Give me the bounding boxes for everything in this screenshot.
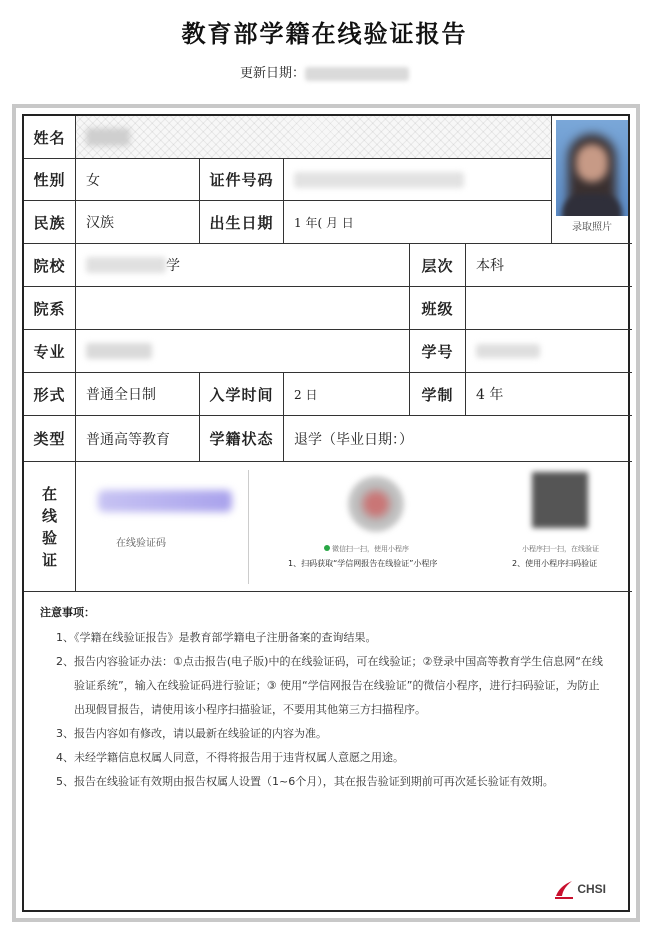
- verify-char: 证: [41, 550, 57, 569]
- duration-label: 学制: [410, 373, 466, 416]
- gender-value: 女: [76, 159, 200, 201]
- miniprogram-qr-code: [348, 476, 404, 532]
- form-label: 形式: [24, 373, 76, 416]
- major-label: 专业: [24, 330, 76, 373]
- qr2-caption: 小程序扫一扫，在线验证: [522, 545, 599, 553]
- report-frame: [12, 104, 640, 922]
- school-redacted: [86, 257, 166, 273]
- qr1-caption-text: 微信扫一扫，使用小程序: [332, 545, 409, 553]
- verification-code-caption: 在线验证码: [116, 538, 166, 549]
- photo-caption: 录取照片: [572, 222, 612, 233]
- verification-code[interactable]: [98, 490, 232, 512]
- student-no-label: 学号: [410, 330, 466, 373]
- major-value: [76, 330, 410, 373]
- name-redacted: [86, 128, 130, 146]
- verify-char: 线: [41, 506, 57, 525]
- form-value: 普通全日制: [76, 373, 200, 416]
- notes-section: [24, 592, 632, 910]
- school-label: 院校: [24, 244, 76, 287]
- status-label: 学籍状态: [200, 416, 284, 462]
- notes-title: 注意事项：: [40, 606, 95, 619]
- verify-qr-code: [532, 472, 588, 528]
- qr1-caption: [324, 544, 409, 554]
- ethnicity-value: 汉族: [76, 201, 200, 244]
- birth-value: 1 年( 月 日: [284, 201, 552, 244]
- note-item: 1、《学籍在线验证报告》是教育部学籍电子注册备案的查询结果。: [56, 631, 377, 644]
- note-item: 5、报告在线验证有效期由报告权属人设置（1~6个月），其在报告验证到期前可再次延长验证有效期。: [56, 775, 554, 788]
- class-value: [466, 287, 632, 330]
- wechat-icon: [324, 545, 330, 551]
- id-value: [284, 159, 552, 201]
- status-value: 退学（毕业日期：）: [284, 416, 632, 462]
- level-label: 层次: [410, 244, 466, 287]
- report-title: 教育部学籍在线验证报告: [181, 20, 468, 48]
- updated-date-redacted: [305, 67, 409, 81]
- updated-date: [0, 62, 649, 81]
- class-label: 班级: [410, 287, 466, 330]
- qr1-instruction: 1、扫码获取“学信网报告在线验证”小程序: [288, 559, 438, 568]
- type-value: 普通高等教育: [76, 416, 200, 462]
- school-value-suffix: 学: [166, 258, 180, 274]
- chsi-logo-icon: [553, 878, 575, 900]
- note-item: 2、报告内容验证办法：①点击报告(电子版)中的在线验证码，可在线验证；②登录中国高等教育学生信息网“在线验证系统”，输入在线验证码进行验证；③ 使用“学信网报告在线验证”的微信小程序，进行扫码验证，为防止出现假冒报告，请使用该小程序扫描验证，不要用其他第三方扫描程序。: [56, 655, 603, 716]
- student-no-redacted: [476, 344, 540, 358]
- gender-label: 性别: [24, 159, 76, 201]
- qr2-instruction: 2、使用小程序扫码验证: [512, 559, 598, 568]
- photo-cell: [552, 116, 632, 244]
- online-verify-label: [24, 462, 76, 592]
- level-value: 本科: [466, 244, 632, 287]
- student-photo: [556, 120, 628, 216]
- student-no-value: [466, 330, 632, 373]
- divider: [248, 470, 249, 584]
- verify-char: 在: [41, 484, 57, 503]
- chsi-logo: [553, 878, 606, 900]
- enroll-label: 入学时间: [200, 373, 284, 416]
- department-label: 院系: [24, 287, 76, 330]
- note-item: 4、未经学籍信息权属人同意，不得将报告用于违背权属人意愿之用途。: [56, 751, 404, 764]
- report-sheet: [22, 114, 630, 912]
- school-value: [76, 244, 410, 287]
- ethnicity-label: 民族: [24, 201, 76, 244]
- note-item: 3、报告内容如有修改，请以最新在线验证的内容为准。: [56, 727, 327, 740]
- type-label: 类型: [24, 416, 76, 462]
- id-redacted: [294, 172, 464, 188]
- verify-char: 验: [41, 528, 57, 547]
- name-label: 姓名: [24, 116, 76, 159]
- updated-date-label: 更新日期：: [239, 66, 305, 81]
- online-verify-section: [76, 462, 632, 592]
- duration-value: 4 年: [466, 373, 632, 416]
- major-redacted: [86, 343, 152, 359]
- enroll-value: 2 日: [284, 373, 410, 416]
- id-label: 证件号码: [200, 159, 284, 201]
- birth-label: 出生日期: [200, 201, 284, 244]
- name-value: [76, 116, 552, 159]
- chsi-logo-text: CHSI: [577, 882, 606, 896]
- department-value: [76, 287, 410, 330]
